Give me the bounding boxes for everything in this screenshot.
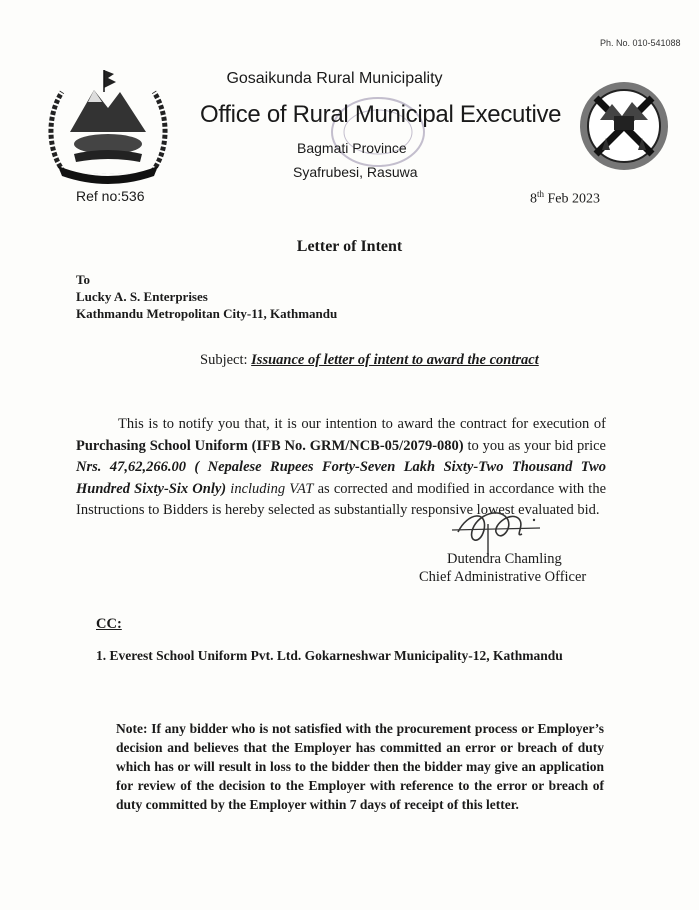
- location-name: Syafrubesi, Rasuwa: [293, 164, 418, 180]
- office-title: Office of Rural Municipal Executive: [200, 101, 562, 128]
- signatory-title: Chief Administrative Officer: [419, 569, 587, 585]
- body-text-1: This is to notify you that, it is our intention to award the contract for execution of: [118, 416, 606, 432]
- body-vat: including VAT: [226, 480, 314, 497]
- subject-text: Issuance of letter of intent to award the contract: [251, 352, 539, 368]
- subject-line: [200, 352, 539, 369]
- reference-number: Ref no:536: [76, 188, 145, 204]
- recipient-block: [76, 271, 337, 322]
- letter-date: [530, 189, 600, 208]
- municipality-name-text: Gosaikunda Rural Municipality: [226, 70, 443, 87]
- date-day: 8: [530, 191, 537, 207]
- svg-text:~ ~ ~ ~ ~ ~: ~ ~ ~ ~ ~ ~: [84, 170, 132, 178]
- date-month-year: Feb 2023: [544, 191, 601, 207]
- body-contract-name: Purchasing School Uniform (IFB No. GRM/NCB-05/2079-080): [76, 437, 464, 454]
- cc-label: CC:: [96, 616, 122, 632]
- note-paragraph: Note: If any bidder who is not satisfied with the procurement process or Employer’s decision and believes that the Employer has committed an error or breach of duty which has or will result in loss to the bidder then the bidder may give an application for review of the decision to the Employer with reference to the error or breach of duty committed by the Employer within 7 days of receipt of this letter.: [116, 721, 604, 812]
- letter-title: Letter of Intent: [296, 238, 403, 255]
- body-bid-price: Nrs. 47,62,266.00 ( Nepalese Rupees Forty-Seven Lakh Sixty-Two Thousand Two Hundred Sixty-Six Only): [76, 459, 606, 497]
- municipality-seal-icon: [578, 80, 670, 177]
- recipient-name: Lucky A. S. Enterprises: [76, 289, 208, 304]
- body-text-2: to you as your bid price: [463, 437, 606, 454]
- body-text-3: as corrected and modified in accordance with the Instructions to Bidders is hereby selected as substantially responsive lowest evaluated bid.: [76, 480, 607, 518]
- date-suffix: th: [537, 189, 545, 199]
- recipient-to: To: [76, 272, 90, 287]
- subject-label: Subject:: [200, 352, 252, 368]
- cc-item: 1. Everest School Uniform Pvt. Ltd. Gokarneshwar Municipality-12, Kathmandu: [96, 648, 563, 663]
- recipient-address: Kathmandu Metropolitan City-11, Kathmandu: [76, 306, 338, 321]
- municipality-name: [0, 70, 699, 88]
- phone-number: Ph. No. 010-541088: [600, 38, 681, 48]
- signatory-name: Dutendra Chamling: [447, 551, 562, 567]
- province-name: Bagmati Province: [297, 140, 407, 156]
